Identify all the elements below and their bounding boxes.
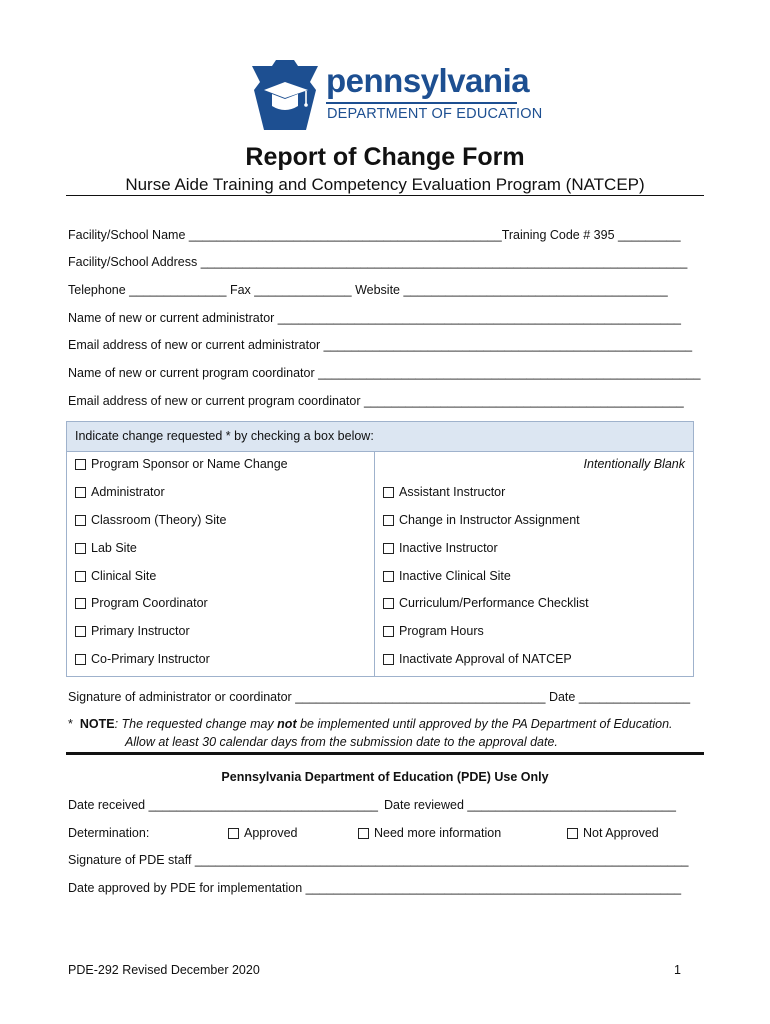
checkbox-icon[interactable] — [358, 828, 369, 839]
checkbox-icon[interactable] — [383, 654, 394, 665]
note-line-1: * NOTE: The requested change may not be implemented until approved by the PA Department of Education. — [68, 717, 673, 731]
checkbox-instructor-assignment[interactable]: Change in Instructor Assignment — [383, 513, 580, 527]
checkbox-inactive-clinical-site[interactable]: Inactive Clinical Site — [383, 569, 511, 583]
logo-wordmark: pennsylvania — [326, 62, 530, 99]
checkbox-icon[interactable] — [75, 654, 86, 665]
checkbox-need-more-info[interactable]: Need more information — [358, 826, 501, 840]
note-line-2: Allow at least 30 calendar days from the submission date to the approval date. — [125, 735, 558, 749]
facility-name-field[interactable]: Facility/School Name _____________________________________________Training Code # 395 _________ — [68, 228, 681, 242]
date-approved-field[interactable]: Date approved by PDE for implementation ______________________________________________________ — [68, 881, 682, 895]
pde-logo — [250, 60, 550, 132]
checkbox-lab-site[interactable]: Lab Site — [75, 541, 137, 555]
coordinator-email-field[interactable]: Email address of new or current program coordinator ______________________________________________ — [68, 394, 684, 408]
keystone-icon — [250, 60, 320, 132]
checkbox-icon[interactable] — [75, 515, 86, 526]
administrator-email-field[interactable]: Email address of new or current administrator _____________________________________________________ — [68, 338, 693, 352]
note-emphasis: not — [277, 717, 297, 731]
checkbox-not-approved[interactable]: Not Approved — [567, 826, 659, 840]
intentionally-blank-label: Intentionally Blank — [583, 457, 685, 471]
checkbox-icon[interactable] — [383, 571, 394, 582]
form-revision-label: PDE-292 Revised December 2020 — [68, 963, 260, 977]
checkbox-icon[interactable] — [75, 487, 86, 498]
checkbox-co-primary-instructor[interactable]: Co-Primary Instructor — [75, 652, 210, 666]
page-number: 1 — [674, 963, 681, 977]
checkbox-administrator[interactable]: Administrator — [75, 485, 165, 499]
checkbox-icon[interactable] — [567, 828, 578, 839]
pde-section-heading: Pennsylvania Department of Education (PDE) Use Only — [221, 770, 549, 784]
checkbox-icon[interactable] — [383, 515, 394, 526]
checkbox-assistant-instructor[interactable]: Assistant Instructor — [383, 485, 505, 499]
column-divider — [374, 451, 375, 676]
checkbox-curriculum-checklist[interactable]: Curriculum/Performance Checklist — [383, 596, 589, 610]
checkbox-icon[interactable] — [383, 543, 394, 554]
note-label: NOTE — [79, 717, 115, 731]
facility-address-field[interactable]: Facility/School Address ______________________________________________________________________ — [68, 255, 688, 269]
checkbox-icon[interactable] — [75, 626, 86, 637]
checkbox-icon[interactable] — [75, 459, 86, 470]
change-box-header — [67, 422, 693, 452]
pde-signature-field[interactable]: Signature of PDE staff _______________________________________________________________________ — [68, 853, 689, 867]
section-divider — [66, 752, 704, 755]
checkbox-program-sponsor[interactable]: Program Sponsor or Name Change — [75, 457, 288, 471]
date-received-field[interactable]: Date received _________________________________ — [68, 798, 379, 812]
checkbox-icon[interactable] — [383, 487, 394, 498]
logo-rule — [326, 102, 517, 104]
change-box-heading: Indicate change requested * by checking a box below: — [75, 429, 374, 443]
telephone-fax-website-field[interactable]: Telephone ______________ Fax ______________ Website ______________________________________ — [68, 283, 668, 297]
checkbox-program-hours[interactable]: Program Hours — [383, 624, 484, 638]
checkbox-icon[interactable] — [75, 598, 86, 609]
checkbox-primary-instructor[interactable]: Primary Instructor — [75, 624, 190, 638]
checkbox-program-coordinator[interactable]: Program Coordinator — [75, 596, 208, 610]
checkbox-classroom-site[interactable]: Classroom (Theory) Site — [75, 513, 226, 527]
administrator-name-field[interactable]: Name of new or current administrator __________________________________________________________ — [68, 311, 682, 325]
change-request-box — [66, 421, 694, 677]
checkbox-icon[interactable] — [75, 571, 86, 582]
checkbox-inactive-instructor[interactable]: Inactive Instructor — [383, 541, 498, 555]
coordinator-name-field[interactable]: Name of new or current program coordinator _______________________________________________________ — [68, 366, 701, 380]
checkbox-icon[interactable] — [383, 626, 394, 637]
checkbox-icon[interactable] — [228, 828, 239, 839]
checkbox-clinical-site[interactable]: Clinical Site — [75, 569, 156, 583]
subtitle-rule — [66, 195, 704, 196]
logo-department: DEPARTMENT OF EDUCATION — [327, 106, 543, 122]
checkbox-icon[interactable] — [383, 598, 394, 609]
signature-date-field[interactable]: Signature of administrator or coordinator ____________________________________ Date ________________ — [68, 690, 691, 704]
page-subtitle: Nurse Aide Training and Competency Evaluation Program (NATCEP) — [125, 175, 645, 194]
checkbox-inactivate-approval[interactable]: Inactivate Approval of NATCEP — [383, 652, 572, 666]
note-star: * — [68, 717, 73, 731]
page-title: Report of Change Form — [245, 143, 525, 171]
determination-label: Determination: — [68, 826, 150, 840]
checkbox-icon[interactable] — [75, 543, 86, 554]
date-reviewed-field[interactable]: Date reviewed ______________________________ — [384, 798, 676, 812]
checkbox-approved[interactable]: Approved — [228, 826, 298, 840]
